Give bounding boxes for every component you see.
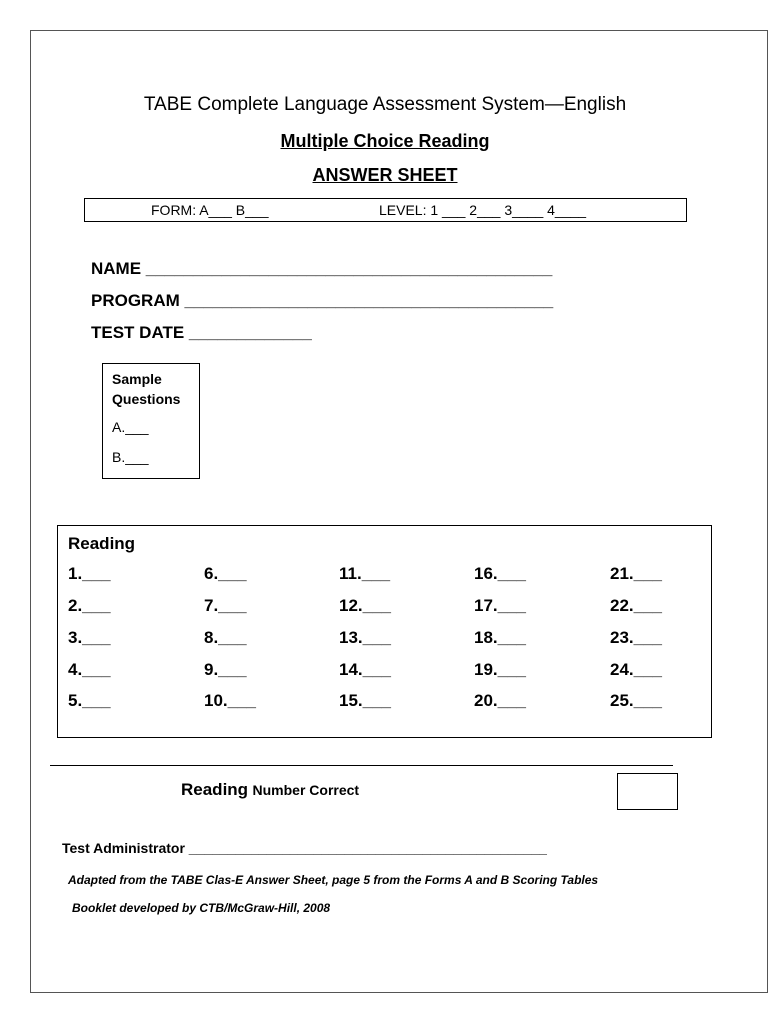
- form-level-box: [84, 198, 687, 222]
- footnote-line1: Adapted from the TABE Clas-E Answer Sheet, page 5 from the Forms A and B Scoring Tables: [68, 873, 599, 887]
- test-administrator-field[interactable]: Test Administrator ______________________________________________: [62, 840, 547, 856]
- reading-answer-item[interactable]: 9.___: [204, 660, 247, 679]
- reading-answer-item[interactable]: 11.___: [339, 564, 391, 583]
- score-label-number-correct: Number Correct: [252, 782, 360, 798]
- document-subtitle: Multiple Choice Reading: [280, 131, 490, 151]
- reading-answer-item[interactable]: 8.___: [204, 628, 247, 647]
- reading-answer-item[interactable]: 7.___: [204, 596, 247, 615]
- reading-answer-item[interactable]: 18.___: [474, 628, 526, 647]
- reading-answer-item[interactable]: 24.___: [610, 660, 662, 679]
- sample-questions-box: [102, 363, 200, 479]
- score-label-reading: Reading: [181, 780, 249, 799]
- footnote-line2: Booklet developed by CTB/McGraw-Hill, 2008: [72, 901, 331, 915]
- reading-answer-item[interactable]: 5.___: [68, 691, 111, 710]
- divider-line: [50, 765, 673, 766]
- sample-answer-b[interactable]: B.___: [112, 449, 149, 465]
- reading-answer-item[interactable]: 4.___: [68, 660, 111, 679]
- reading-answer-item[interactable]: 17.___: [474, 596, 526, 615]
- reading-answer-item[interactable]: 19.___: [474, 660, 526, 679]
- sample-answer-a[interactable]: A.___: [112, 419, 149, 435]
- test-date-field[interactable]: TEST DATE _____________: [91, 323, 312, 342]
- program-field[interactable]: PROGRAM _______________________________________: [91, 291, 554, 310]
- reading-answer-item[interactable]: 20.___: [474, 691, 526, 710]
- reading-heading: Reading: [68, 534, 136, 553]
- reading-answer-item[interactable]: 23.___: [610, 628, 662, 647]
- name-field[interactable]: NAME ___________________________________________: [91, 259, 553, 278]
- reading-answer-item[interactable]: 16.___: [474, 564, 526, 583]
- reading-answer-item[interactable]: 22.___: [610, 596, 662, 615]
- reading-answer-item[interactable]: 21.___: [610, 564, 662, 583]
- reading-answer-item[interactable]: 2.___: [68, 596, 111, 615]
- level-field[interactable]: LEVEL: 1 ___ 2___ 3____ 4____: [379, 202, 587, 218]
- reading-answer-item[interactable]: 15.___: [339, 691, 391, 710]
- sample-label-line2: Questions: [112, 391, 181, 407]
- sample-label-line1: Sample: [112, 371, 162, 387]
- answer-sheet-heading: ANSWER SHEET: [312, 165, 458, 185]
- reading-answer-item[interactable]: 25.___: [610, 691, 662, 710]
- reading-answer-item[interactable]: 6.___: [204, 564, 247, 583]
- reading-answer-item[interactable]: 3.___: [68, 628, 111, 647]
- form-field[interactable]: FORM: A___ B___: [151, 202, 269, 218]
- reading-answers-box: [57, 525, 712, 738]
- reading-answer-item[interactable]: 1.___: [68, 564, 111, 583]
- reading-answer-item[interactable]: 13.___: [339, 628, 391, 647]
- reading-answer-item[interactable]: 10.___: [204, 691, 256, 710]
- score-input-box[interactable]: [617, 773, 678, 810]
- document-title: TABE Complete Language Assessment System—English: [143, 94, 627, 115]
- reading-answer-item[interactable]: 14.___: [339, 660, 391, 679]
- score-label: [181, 780, 359, 800]
- reading-answer-item[interactable]: 12.___: [339, 596, 391, 615]
